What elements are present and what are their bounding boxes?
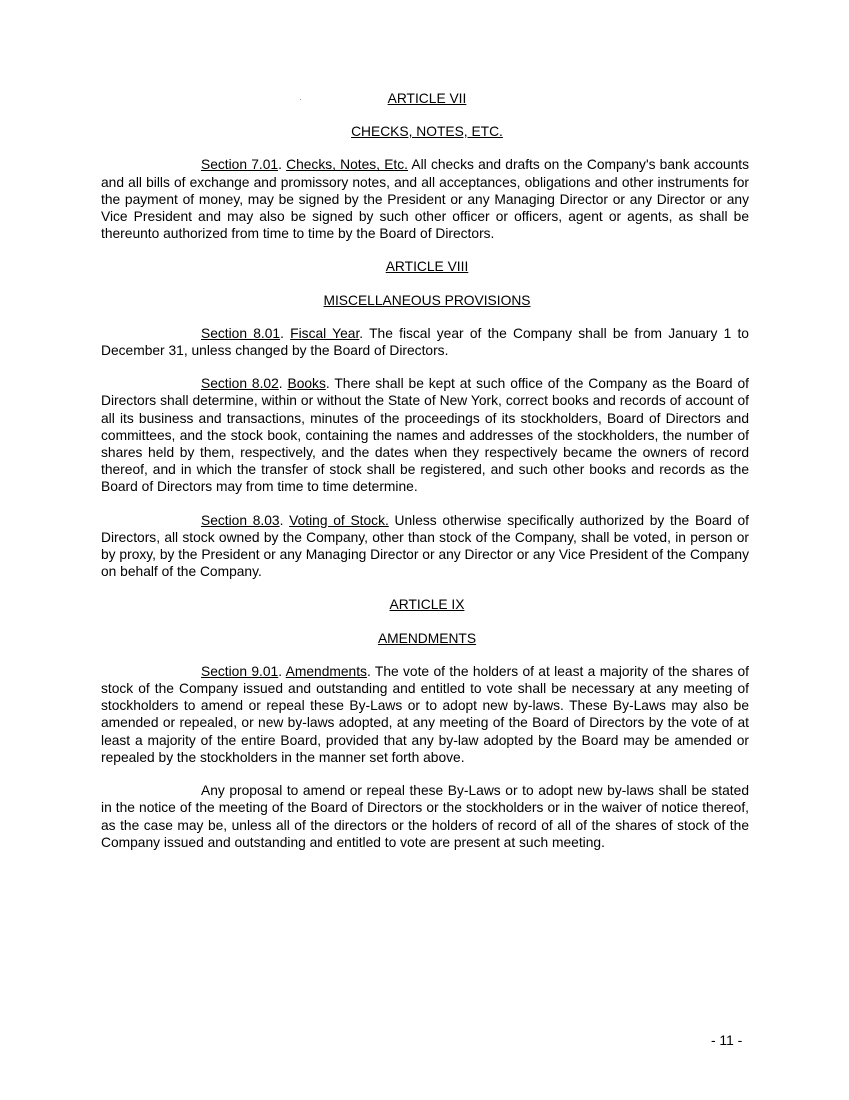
- section-8-03: Section 8.03. Voting of Stock. Unless otherwise specifically authorized by the Board of Directors, all stock owned by the Company, other than stock of the Company, shall be voted, in person or by proxy, by the President or any Managing Director or any Director or any Vice President of the Company on behalf of the Company.: [101, 512, 749, 580]
- section-8-03-caption: Voting of Stock.: [289, 512, 389, 528]
- section-8-01: Section 8.01. Fiscal Year. The fiscal year of the Company shall be from January 1 to December 31, unless changed by the Board of Directors.: [101, 325, 749, 359]
- section-8-01-number: Section 8.01: [201, 325, 281, 341]
- section-9-01-number: Section 9.01: [201, 663, 279, 679]
- article-7-subtitle: CHECKS, NOTES, ETC.: [351, 124, 503, 140]
- article-8-subtitle: MISCELLANEOUS PROVISIONS: [323, 292, 531, 308]
- section-8-02: Section 8.02. Books. There shall be kept at such office of the Company as the Board of Directors shall determine, within or without the State of New York, correct books and records of account of all its business and transactions, minutes of the proceedings of its stockholders, Board of Directors and committees, and the stock book, containing the names and addresses of the stockholders, the number of shares held by them, respectively, and the dates when they respectively became the owners of record thereof, and in which the transfer of stock shall be registered, and such other books and records as the Board of Directors may from time to time determine.: [101, 376, 749, 495]
- section-7-01: Section 7.01. Checks, Notes, Etc. All checks and drafts on the Company's bank accounts and all bills of exchange and promissory notes, and all acceptances, obligations and other instruments for the payment of money, may be signed by the President or any Managing Director or any Director or any Vice President and may also be signed by such other officer or officers, agent or agents, as shall be thereunto authorized from time to time by the Board of Directors.: [101, 157, 749, 242]
- section-8-01-caption: Fiscal Year: [290, 325, 360, 341]
- section-8-01-text: . The fiscal year of the Company shall be from January 1 to December 31, unless changed by the Board of Directors.: [101, 325, 749, 359]
- article-8-title: ARTICLE VIII: [385, 259, 469, 275]
- amendment-proposal-paragraph: [101, 782, 749, 851]
- page-number: - 11 -: [711, 1033, 743, 1048]
- article-9-title: ARTICLE IX: [389, 597, 465, 613]
- article-7-title: ARTICLE VII: [387, 91, 467, 106]
- section-7-01-text: All checks and drafts on the Company's bank accounts and all bills of exchange and promissory notes, and all acceptances, obligations and other instruments for the payment of money, may be signed by the President or any Managing Director or any Director or any Vice President and may also be signed by such other officer or officers, agent or agents, as shall be thereunto authorized from time to time by the Board of Directors.: [101, 157, 749, 242]
- section-7-01-number: Section 7.01: [201, 157, 279, 173]
- amendment-proposal-text: Any proposal to amend or repeal these By-Laws or to adopt new by-laws shall be stated in the notice of the meeting of the Board of Directors or the stockholders or in the waiver of notice thereof, as the case may be, unless all of the directors or the holders of record of all of the shares of stock of the Company issued and outstanding and entitled to vote are present at such meeting.: [101, 783, 749, 850]
- section-8-03-text: Unless otherwise specifically authorized by the Board of Directors, all stock owned by the Company, other than stock of the Company, shall be voted, in person or by proxy, by the President or any Managing Director or any Director or any Vice President of the Company on behalf of the Company.: [101, 512, 749, 580]
- section-9-01-caption: Amendments: [285, 663, 367, 679]
- article-9-subtitle: AMENDMENTS: [377, 630, 477, 646]
- section-9-01: Section 9.01. Amendments. The vote of the holders of at least a majority of the shares of stock of the Company issued and outstanding and entitled to vote shall be necessary at any meeting of stockholders to amend or repeal these By-Laws or to adopt new by-laws. These By-Laws may also be amended or repealed, or new by-laws adopted, at any meeting of the Board of Directors by the vote of at least a majority of the entire Board, provided that any by-law adopted by the Board may be amended or repealed by the stockholders in the manner set forth above.: [101, 663, 749, 765]
- section-8-02-text: . There shall be kept at such office of the Company as the Board of Directors shall determine, within or without the State of New York, correct books and records of account of all its business and transactions, minutes of the proceedings of its stockholders, Board of Directors and committees, and the stock book, containing the names and addresses of the stockholders, the number of shares held by them, respectively, and the dates when they respectively became the owners of record thereof, and in which the transfer of stock shall be registered, and such other books and records as the Board of Directors may from time to time determine.: [101, 376, 749, 495]
- document-page: [101, 90, 749, 867]
- section-8-03-number: Section 8.03: [201, 512, 280, 528]
- section-9-01-text: . The vote of the holders of at least a majority of the shares of stock of the Company issued and outstanding and entitled to vote shall be necessary at any meeting of stockholders to amend or repeal these By-Laws or to adopt new by-laws. These By-Laws may also be amended or repealed, or new by-laws adopted, at any meeting of the Board of Directors by the vote of at least a majority of the entire Board, provided that any by-law adopted by the Board may be amended or repealed by the stockholders in the manner set forth above.: [101, 663, 749, 765]
- section-7-01-caption: Checks, Notes, Etc.: [286, 157, 408, 173]
- section-8-02-caption: Books: [287, 376, 326, 392]
- section-8-02-number: Section 8.02: [201, 376, 279, 392]
